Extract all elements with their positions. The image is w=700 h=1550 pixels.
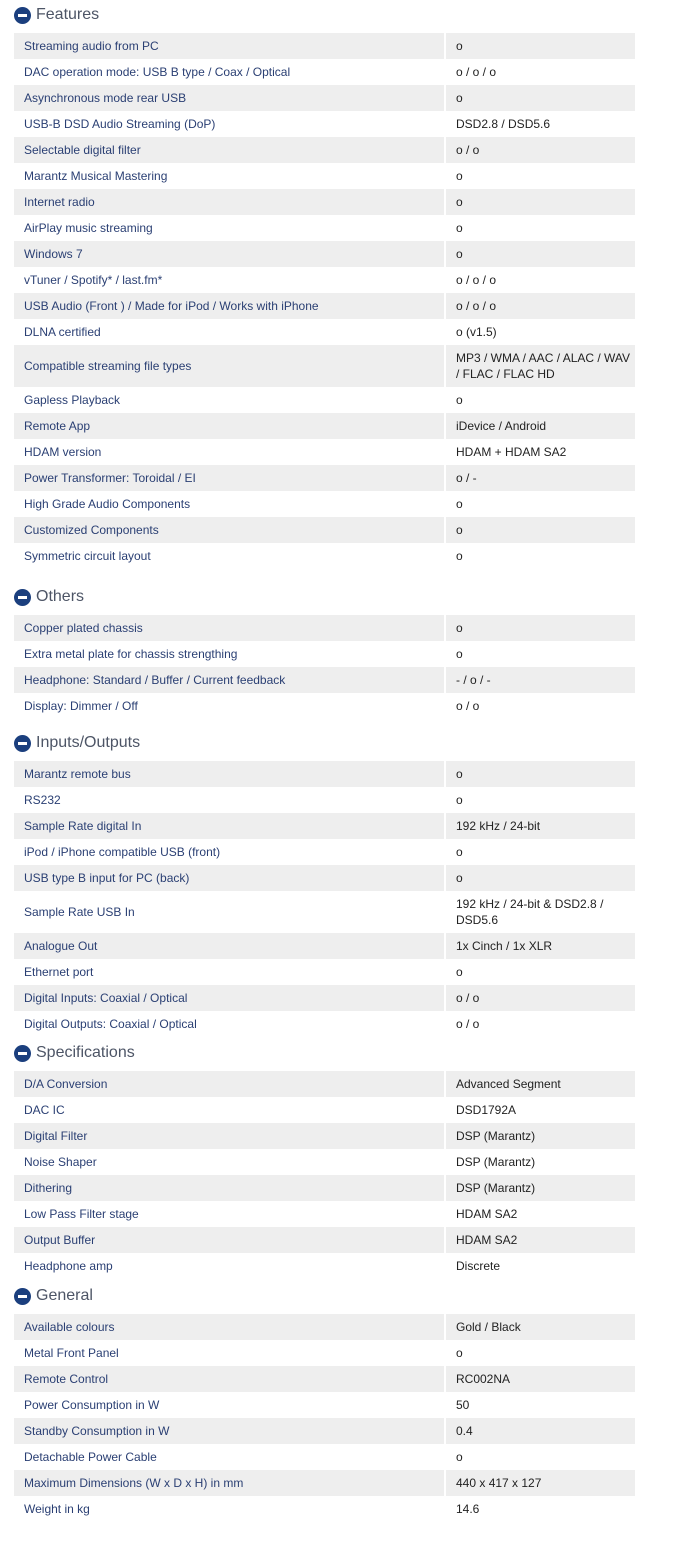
spec-label: Marantz Musical Mastering bbox=[14, 163, 446, 189]
spec-row bbox=[14, 1227, 635, 1253]
spec-value: o / o / o bbox=[446, 59, 635, 85]
collapse-minus-icon[interactable] bbox=[14, 1045, 31, 1062]
spec-row bbox=[14, 137, 635, 163]
spec-value: o bbox=[446, 1340, 635, 1366]
spec-row bbox=[14, 1123, 635, 1149]
spec-label: vTuner / Spotify* / last.fm* bbox=[14, 267, 446, 293]
spec-value: o / - bbox=[446, 465, 635, 491]
spec-row bbox=[14, 693, 635, 719]
spec-row bbox=[14, 1340, 635, 1366]
spec-label: USB Audio (Front ) / Made for iPod / Works with iPhone bbox=[14, 293, 446, 319]
spec-label: Ethernet port bbox=[14, 959, 446, 985]
spec-label: Analogue Out bbox=[14, 933, 446, 959]
spec-label: Digital Filter bbox=[14, 1123, 446, 1149]
spec-value: o / o / o bbox=[446, 267, 635, 293]
spec-value: o bbox=[446, 491, 635, 517]
spec-value: o bbox=[446, 959, 635, 985]
spec-value: o bbox=[446, 215, 635, 241]
spec-value: RC002NA bbox=[446, 1366, 635, 1392]
spec-value: DSP (Marantz) bbox=[446, 1123, 635, 1149]
spec-value: - / o / - bbox=[446, 667, 635, 693]
spec-value: o bbox=[446, 641, 635, 667]
spec-label: USB-B DSD Audio Streaming (DoP) bbox=[14, 111, 446, 137]
spec-value: HDAM SA2 bbox=[446, 1201, 635, 1227]
spec-row bbox=[14, 439, 635, 465]
spec-label: Sample Rate USB In bbox=[14, 891, 446, 933]
spec-row bbox=[14, 891, 635, 933]
spec-label: Dithering bbox=[14, 1175, 446, 1201]
section-title: General bbox=[36, 1287, 93, 1304]
spec-value: o bbox=[446, 865, 635, 891]
spec-row bbox=[14, 1253, 635, 1279]
spec-row bbox=[14, 667, 635, 693]
spec-row bbox=[14, 1496, 635, 1522]
spec-value: DSP (Marantz) bbox=[446, 1149, 635, 1175]
spec-row bbox=[14, 189, 635, 215]
spec-value: DSP (Marantz) bbox=[446, 1175, 635, 1201]
spec-value: Gold / Black bbox=[446, 1314, 635, 1340]
spec-label: Weight in kg bbox=[14, 1496, 446, 1522]
spec-row bbox=[14, 345, 635, 387]
section-title: Others bbox=[36, 588, 85, 605]
spec-row bbox=[14, 1097, 635, 1123]
spec-row bbox=[14, 85, 635, 111]
spec-label: Available colours bbox=[14, 1314, 446, 1340]
spec-label: Display: Dimmer / Off bbox=[14, 693, 446, 719]
section-general bbox=[14, 1284, 635, 1522]
spec-value: DSD1792A bbox=[446, 1097, 635, 1123]
spec-label: Internet radio bbox=[14, 189, 446, 215]
spec-row bbox=[14, 33, 635, 59]
section-header-specifications[interactable] bbox=[14, 1041, 635, 1065]
spec-value: o / o bbox=[446, 693, 635, 719]
spec-value: 0.4 bbox=[446, 1418, 635, 1444]
spec-row bbox=[14, 1366, 635, 1392]
spec-value: o bbox=[446, 163, 635, 189]
spec-row bbox=[14, 267, 635, 293]
spec-value: o bbox=[446, 241, 635, 267]
spec-label: Copper plated chassis bbox=[14, 615, 446, 641]
spec-label: Symmetric circuit layout bbox=[14, 543, 446, 569]
spec-row bbox=[14, 543, 635, 569]
spec-row bbox=[14, 1175, 635, 1201]
spec-row bbox=[14, 387, 635, 413]
spec-row bbox=[14, 985, 635, 1011]
spec-label: Sample Rate digital In bbox=[14, 813, 446, 839]
spec-label: Streaming audio from PC bbox=[14, 33, 446, 59]
spec-label: USB type B input for PC (back) bbox=[14, 865, 446, 891]
spec-value: o bbox=[446, 517, 635, 543]
spec-value: HDAM + HDAM SA2 bbox=[446, 439, 635, 465]
spec-value: o bbox=[446, 33, 635, 59]
spec-row bbox=[14, 787, 635, 813]
spec-row bbox=[14, 1071, 635, 1097]
spec-label: Headphone: Standard / Buffer / Current feedback bbox=[14, 667, 446, 693]
spec-label: AirPlay music streaming bbox=[14, 215, 446, 241]
spec-table bbox=[14, 615, 635, 719]
section-header-inputs-outputs[interactable] bbox=[14, 731, 635, 755]
spec-label: Digital Inputs: Coaxial / Optical bbox=[14, 985, 446, 1011]
spec-label: DAC operation mode: USB B type / Coax / Optical bbox=[14, 59, 446, 85]
collapse-minus-icon[interactable] bbox=[14, 7, 31, 24]
spec-row bbox=[14, 641, 635, 667]
spec-row bbox=[14, 813, 635, 839]
spec-row bbox=[14, 491, 635, 517]
spec-label: Output Buffer bbox=[14, 1227, 446, 1253]
spec-label: Detachable Power Cable bbox=[14, 1444, 446, 1470]
spec-value: MP3 / WMA / AAC / ALAC / WAV / FLAC / FLAC HD bbox=[446, 345, 635, 387]
spec-table bbox=[14, 761, 635, 1037]
spec-label: Extra metal plate for chassis strengthing bbox=[14, 641, 446, 667]
section-header-features[interactable] bbox=[14, 3, 635, 27]
section-header-general[interactable] bbox=[14, 1284, 635, 1308]
spec-value: HDAM SA2 bbox=[446, 1227, 635, 1253]
spec-row bbox=[14, 413, 635, 439]
collapse-minus-icon[interactable] bbox=[14, 1288, 31, 1305]
spec-value: o bbox=[446, 387, 635, 413]
spec-label: Marantz remote bus bbox=[14, 761, 446, 787]
collapse-minus-icon[interactable] bbox=[14, 735, 31, 752]
spec-label: Digital Outputs: Coaxial / Optical bbox=[14, 1011, 446, 1037]
spec-value: o bbox=[446, 839, 635, 865]
spec-value: DSD2.8 / DSD5.6 bbox=[446, 111, 635, 137]
spec-row bbox=[14, 1011, 635, 1037]
spec-row bbox=[14, 465, 635, 491]
spec-row bbox=[14, 615, 635, 641]
spec-row bbox=[14, 959, 635, 985]
spec-row bbox=[14, 1418, 635, 1444]
spec-row bbox=[14, 1392, 635, 1418]
spec-row bbox=[14, 761, 635, 787]
spec-value: o bbox=[446, 85, 635, 111]
spec-label: Remote Control bbox=[14, 1366, 446, 1392]
spec-value: o / o bbox=[446, 1011, 635, 1037]
spec-row bbox=[14, 59, 635, 85]
spec-label: Metal Front Panel bbox=[14, 1340, 446, 1366]
spec-value: o bbox=[446, 189, 635, 215]
spec-value: 192 kHz / 24-bit bbox=[446, 813, 635, 839]
spec-value: o bbox=[446, 787, 635, 813]
spec-row bbox=[14, 111, 635, 137]
spec-row bbox=[14, 241, 635, 267]
spec-label: Low Pass Filter stage bbox=[14, 1201, 446, 1227]
spec-row bbox=[14, 839, 635, 865]
spec-row bbox=[14, 865, 635, 891]
section-header-others[interactable] bbox=[14, 585, 635, 609]
spec-label: iPod / iPhone compatible USB (front) bbox=[14, 839, 446, 865]
spec-label: Headphone amp bbox=[14, 1253, 446, 1279]
spec-row bbox=[14, 1201, 635, 1227]
section-features bbox=[14, 3, 635, 569]
collapse-minus-icon[interactable] bbox=[14, 589, 31, 606]
section-title: Specifications bbox=[36, 1044, 135, 1061]
spec-value: iDevice / Android bbox=[446, 413, 635, 439]
spec-label: HDAM version bbox=[14, 439, 446, 465]
spec-table bbox=[14, 1071, 635, 1279]
spec-label: DLNA certified bbox=[14, 319, 446, 345]
spec-value: o / o / o bbox=[446, 293, 635, 319]
spec-value: Advanced Segment bbox=[446, 1071, 635, 1097]
section-specifications bbox=[14, 1041, 635, 1279]
section-title: Inputs/Outputs bbox=[36, 734, 141, 751]
spec-label: Customized Components bbox=[14, 517, 446, 543]
spec-value: 14.6 bbox=[446, 1496, 635, 1522]
spec-value: Discrete bbox=[446, 1253, 635, 1279]
spec-label: Windows 7 bbox=[14, 241, 446, 267]
spec-row bbox=[14, 1149, 635, 1175]
spec-value: o (v1.5) bbox=[446, 319, 635, 345]
spec-label: Compatible streaming file types bbox=[14, 345, 446, 387]
spec-row bbox=[14, 1444, 635, 1470]
spec-value: 1x Cinch / 1x XLR bbox=[446, 933, 635, 959]
spec-label: Gapless Playback bbox=[14, 387, 446, 413]
spec-value: o / o bbox=[446, 137, 635, 163]
spec-row bbox=[14, 293, 635, 319]
spec-label: Power Consumption in W bbox=[14, 1392, 446, 1418]
spec-value: 192 kHz / 24-bit & DSD2.8 / DSD5.6 bbox=[446, 891, 635, 933]
section-inputs-outputs bbox=[14, 731, 635, 1037]
spec-label: Power Transformer: Toroidal / EI bbox=[14, 465, 446, 491]
spec-label: RS232 bbox=[14, 787, 446, 813]
spec-row bbox=[14, 215, 635, 241]
section-title: Features bbox=[36, 6, 100, 23]
spec-label: High Grade Audio Components bbox=[14, 491, 446, 517]
spec-value: o bbox=[446, 615, 635, 641]
spec-row bbox=[14, 517, 635, 543]
spec-value: o bbox=[446, 1444, 635, 1470]
spec-value: 440 x 417 x 127 bbox=[446, 1470, 635, 1496]
spec-table bbox=[14, 1314, 635, 1522]
spec-row bbox=[14, 1314, 635, 1340]
spec-label: DAC IC bbox=[14, 1097, 446, 1123]
spec-row bbox=[14, 163, 635, 189]
spec-label: Remote App bbox=[14, 413, 446, 439]
spec-label: Standby Consumption in W bbox=[14, 1418, 446, 1444]
spec-label: Selectable digital filter bbox=[14, 137, 446, 163]
spec-row bbox=[14, 319, 635, 345]
spec-label: Maximum Dimensions (W x D x H) in mm bbox=[14, 1470, 446, 1496]
spec-value: o / o bbox=[446, 985, 635, 1011]
spec-value: o bbox=[446, 543, 635, 569]
spec-table bbox=[14, 33, 635, 569]
section-others bbox=[14, 585, 635, 719]
spec-label: Noise Shaper bbox=[14, 1149, 446, 1175]
spec-row bbox=[14, 1470, 635, 1496]
spec-value: 50 bbox=[446, 1392, 635, 1418]
spec-row bbox=[14, 933, 635, 959]
spec-label: D/A Conversion bbox=[14, 1071, 446, 1097]
spec-label: Asynchronous mode rear USB bbox=[14, 85, 446, 111]
spec-value: o bbox=[446, 761, 635, 787]
